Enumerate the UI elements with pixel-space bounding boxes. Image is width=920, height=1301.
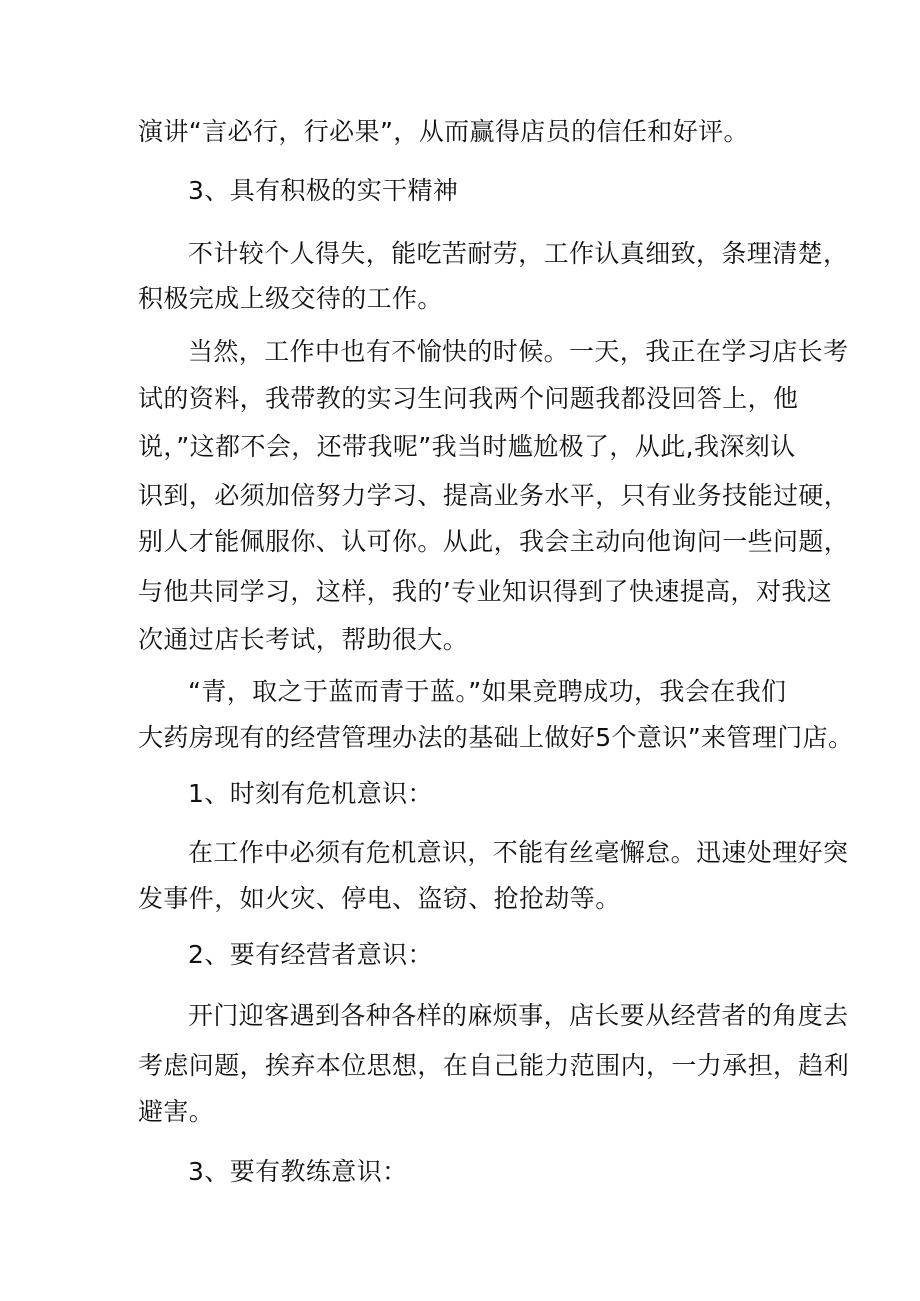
- text-line-2: 3、具有积极的实干精神: [188, 176, 459, 205]
- text-line-18: 开门迎客遇到各种各样的麻烦事，店长要从经营者的角度去: [188, 1001, 849, 1030]
- text-line-21: 3、要有教练意识：: [188, 1157, 408, 1186]
- text-line-19: 考虑问题，挨弃本位思想，在自己能力范围内，一力承担，趋利: [138, 1051, 850, 1080]
- text-line-8: 识到，必须加倍努力学习、提高业务水平，只有业务技能过硬，: [138, 481, 850, 510]
- text-line-5: 当然，工作中也有不愉快的时候。一天，我正在学习店长考: [188, 337, 849, 366]
- text-line-3: 不计较个人得失，能吃苦耐劳，工作认真细致，条理清楚，: [188, 239, 849, 268]
- text-line-12: “青，取之于蓝而青于蓝。”如果竞聘成功，我会在我们: [188, 677, 787, 706]
- text-line-4: 积极完成上级交待的工作。: [138, 284, 443, 313]
- text-line-16: 发事件，如火灾、停电、盗窃、抢抢劫等。: [138, 884, 621, 913]
- text-line-20: 避害。: [138, 1097, 215, 1126]
- text-line-11: 次通过店长考试，帮助很大。: [138, 625, 469, 654]
- text-line-14: 1、时刻有危机意识：: [188, 779, 433, 808]
- text-line-9: 别人才能佩服你、认可你。从此，我会主动向他询问一些问题，: [138, 527, 850, 556]
- text-line-7: 说，”这都不会，还带我呢”我当时尴尬极了，从此,我深刻认: [138, 432, 796, 461]
- text-line-17: 2、要有经营者意识：: [188, 940, 433, 969]
- text-line-10: 与他共同学习，这样，我的’专业知识得到了快速提高，对我这: [138, 577, 833, 606]
- text-line-6: 试的资料，我带教的实习生问我两个问题我都没回答上，他: [138, 384, 799, 413]
- text-line-13: 大药房现有的经营管理办法的基础上做好5个意识”来管理门店。: [138, 723, 854, 752]
- text-line-1: 演讲“言必行，行必果”，从而赢得店员的信任和好评。: [138, 117, 749, 146]
- text-line-15: 在工作中必须有危机意识，不能有丝毫懈怠。迅速处理好突: [188, 838, 849, 867]
